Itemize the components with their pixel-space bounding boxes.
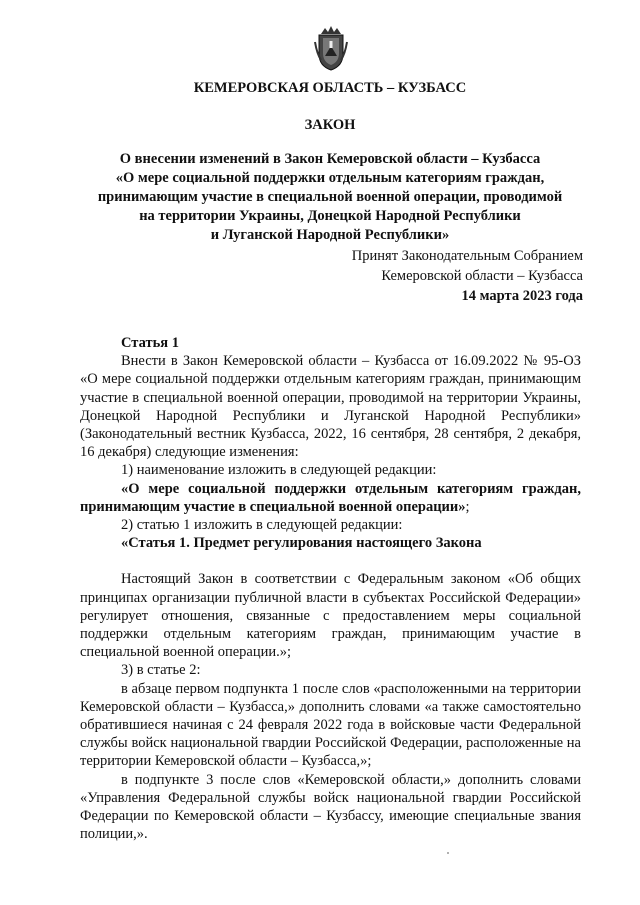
law-title-line: на территории Украины, Донецкой Народной Республики <box>139 208 521 224</box>
adoption-date: 14 марта 2023 года <box>461 288 583 304</box>
coat-of-arms-icon <box>313 24 349 72</box>
article-heading: Статья 1 <box>121 335 179 351</box>
law-title <box>60 150 600 245</box>
item-1-new-title: «О мере социальной поддержки отдельным категориям граждан, принимающим участие в специальной военной операции» <box>80 480 581 515</box>
spacer <box>80 552 581 570</box>
document-type-heading: ЗАКОН <box>304 117 356 133</box>
item-2: 2) статью 1 изложить в следующей редакции: <box>121 517 403 534</box>
law-title-line: принимающим участие в специальной военной операции, проводимой <box>97 189 563 205</box>
item-3-a: в абзаце первом подпункта 1 после слов «расположенными на территории Кемеровской области – Кузбасса,» дополнить словами «а также самостоятельно обратившиеся начиная с 24 февраля 2022 года в войсковые части Федеральной службы войск национальной гвардии Российской Федерации, расположенные на территории Кемеровской области – Кузбасса,»; <box>80 680 581 770</box>
adoption-line: Кемеровской области – Кузбасса <box>381 268 583 284</box>
item-2-text: Настоящий Закон в соответствии с Федеральным законом «Об общих принципах организации публичной власти в субъектах Российской Федерации» регулирует отношения, связанные с предоставлением меры социальной поддержки отдельным категориям граждан, принимающим участие в специальной военной операции.»; <box>80 571 581 661</box>
article-intro: Внести в Закон Кемеровской области – Кузбасса от 16.09.2022 № 95-ОЗ «О мере социальной поддержки отдельным категориям граждан, принимающим участие в специальной военной операции, проводимой на территории Украины, Донецкой Народной Республики и Луганской Народной Республики» (Законодательный вестник Кузбасса, 2022, 16 сентября, 28 сентября, 2 декабря, 16 декабря) следующие изменения: <box>80 353 581 461</box>
scan-speck <box>447 852 449 854</box>
law-title-line: О внесении изменений в Закон Кемеровской области – Кузбасса <box>119 151 541 167</box>
adoption-line: Принят Законодательным Собранием <box>351 248 583 264</box>
item-3: 3) в статье 2: <box>121 662 201 679</box>
item-1: 1) наименование изложить в следующей редакции: <box>121 462 437 479</box>
item-1-tail: ; <box>465 498 470 515</box>
item-1-text <box>80 480 581 516</box>
law-title-line: и Луганской Народной Республики» <box>210 227 450 243</box>
item-3-b: в подпункте 3 после слов «Кемеровской области,» дополнить словами «Управления Федеральной службы войск национальной гвардии Российской Федерации по Кемеровской области – Кузбассу, имеющие специальные звания полиции,». <box>80 771 581 843</box>
region-heading: КЕМЕРОВСКАЯ ОБЛАСТЬ – КУЗБАСС <box>193 80 467 96</box>
law-title-line: «О мере социальной поддержки отдельным категориям граждан, <box>115 170 545 186</box>
adoption-block <box>352 246 583 306</box>
item-2-heading: «Статья 1. Предмет регулирования настоящего Закона <box>121 535 482 552</box>
article-body <box>80 334 581 843</box>
